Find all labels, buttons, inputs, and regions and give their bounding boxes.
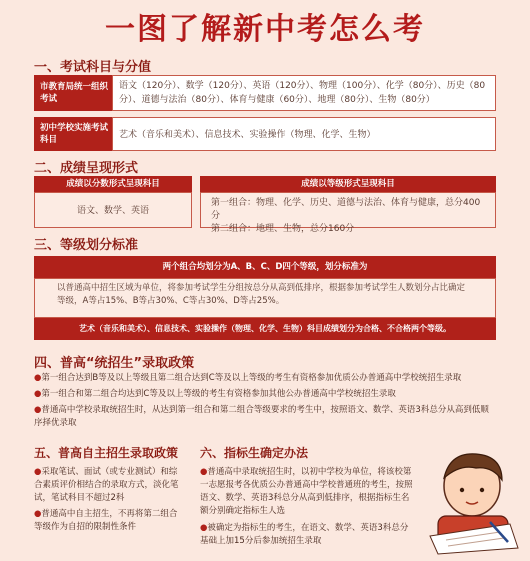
s5-item-1: ●采取笔试、面试（或专业测试）和综合素质评价相结合的录取方式，淡化笔试，笔试科目不超过2科	[34, 467, 179, 503]
student-writing-illustration	[420, 446, 526, 556]
s6-item-1-text: 普通高中录取统招生时，以初中学校为单位，将该校第一志愿报考各优质公办普通高中学校普通班的考生，按照语文、数学、英语3科总分从高到低排序，根据指标生名额分别确定指标生人选	[200, 467, 413, 516]
s2-right-body	[200, 192, 496, 234]
s3-bar1: 两个组合均划分为A、B、C、D四个等级，划分标准为	[34, 256, 496, 278]
section-2-heading: 二、成绩呈现形式	[34, 161, 139, 176]
s4-item-2: ●第一组合和第二组合均达到C等及以上等级的考生有资格参加其他公办普通高中学校统招生录取	[34, 389, 396, 399]
page-title: 一图了解新中考怎么考	[105, 12, 425, 47]
s1-row1-body: 语文（120分）、数学（120分）、英语（120分）、物理（100分）、化学（80分）、历史（80分）、道德与法治（80分）、体育与健康（60分）、地理（80分）、生物（80分）	[112, 75, 496, 111]
s3-bar2: 艺术（音乐和美术）、信息技术、实验操作（物理、化学、生物）科目成绩划分为合格、不合格两个等级。	[34, 318, 496, 340]
s5-item-2-text: 普通高中自主招生，不再将第二组合等级作为自招的限制性条件	[34, 509, 178, 532]
s5-item-1-text: 采取笔试、面试（或专业测试）和综合素质评价相结合的录取方式，淡化笔试，笔试科目不超过2科	[34, 467, 179, 503]
s6-item-2: ●被确定为指标生的考生，在语文、数学、英语3科总分基础上加15分后参加统招生录取	[200, 523, 409, 546]
s2-right-title: 成绩以等级形式呈现科目	[200, 176, 496, 192]
s4-item-3: ●普通高中学校录取统招生时，从达到第一组合和第二组合等级要求的考生中，按照语文、数学、英语3科总分从高到低顺序择优录取	[34, 405, 489, 428]
section-5-heading: 五、普高自主招生录取政策	[34, 446, 179, 460]
s1-row1-label: 市教育局统一组织考试	[34, 75, 112, 111]
s2-left-title: 成绩以分数形式呈现科目	[34, 176, 192, 192]
section-3-heading: 三、等级划分标准	[34, 238, 139, 253]
s4-item-3-text: 普通高中学校录取统招生时，从达到第一组合和第二组合等级要求的考生中，按照语文、数学、英语3科总分从高到低顺序择优录取	[34, 405, 489, 428]
section-6-heading: 六、指标生确定办法	[200, 446, 309, 460]
s6-item-2-text: 被确定为指标生的考生，在语文、数学、英语3科总分基础上加15分后参加统招生录取	[200, 523, 409, 546]
s3-body: 以普通高中招生区域为单位，将参加考试学生分组按总分从高到低排序，根据参加考试学生人数划分占比确定等级，A等占15%、B等占30%、C等占30%、D等占25%。	[34, 278, 496, 318]
s5-item-2: ●普通高中自主招生，不再将第二组合等级作为自招的限制性条件	[34, 509, 178, 532]
s2-left-body: 语文、数学、英语	[34, 192, 192, 228]
s6-item-1: ●普通高中录取统招生时，以初中学校为单位，将该校第一志愿报考各优质公办普通高中学校普通班的考生，按照语文、数学、英语3科总分从高到低排序，根据指标生名额分别确定指标生人选	[200, 467, 413, 516]
section-1-heading: 一、考试科目与分值	[34, 60, 152, 75]
s1-row2-label: 初中学校实施考试科目	[34, 117, 112, 151]
s4-item-1: ●第一组合达到B等及以上等级且第二组合达到C等及以上等级的考生有资格参加优质公办普通高中学校统招生录取	[34, 373, 462, 383]
section-4-heading: 四、普高“统招生”录取政策	[34, 356, 195, 371]
s2-right-line2: 第二组合：地理、生物，总分160分	[211, 224, 355, 234]
s4-item-2-text: 第一组合和第二组合均达到C等及以上等级的考生有资格参加其他公办普通高中学校统招生录取	[41, 389, 396, 399]
s1-row2-body: 艺术（音乐和美术）、信息技术、实验操作（物理、化学、生物）	[112, 117, 496, 151]
s4-item-1-text: 第一组合达到B等及以上等级且第二组合达到C等及以上等级的考生有资格参加优质公办普通高中学校统招生录取	[41, 373, 462, 383]
s2-right-line1: 第一组合：物理、化学、历史、道德与法治、体育与健康，总分400分	[211, 198, 481, 221]
